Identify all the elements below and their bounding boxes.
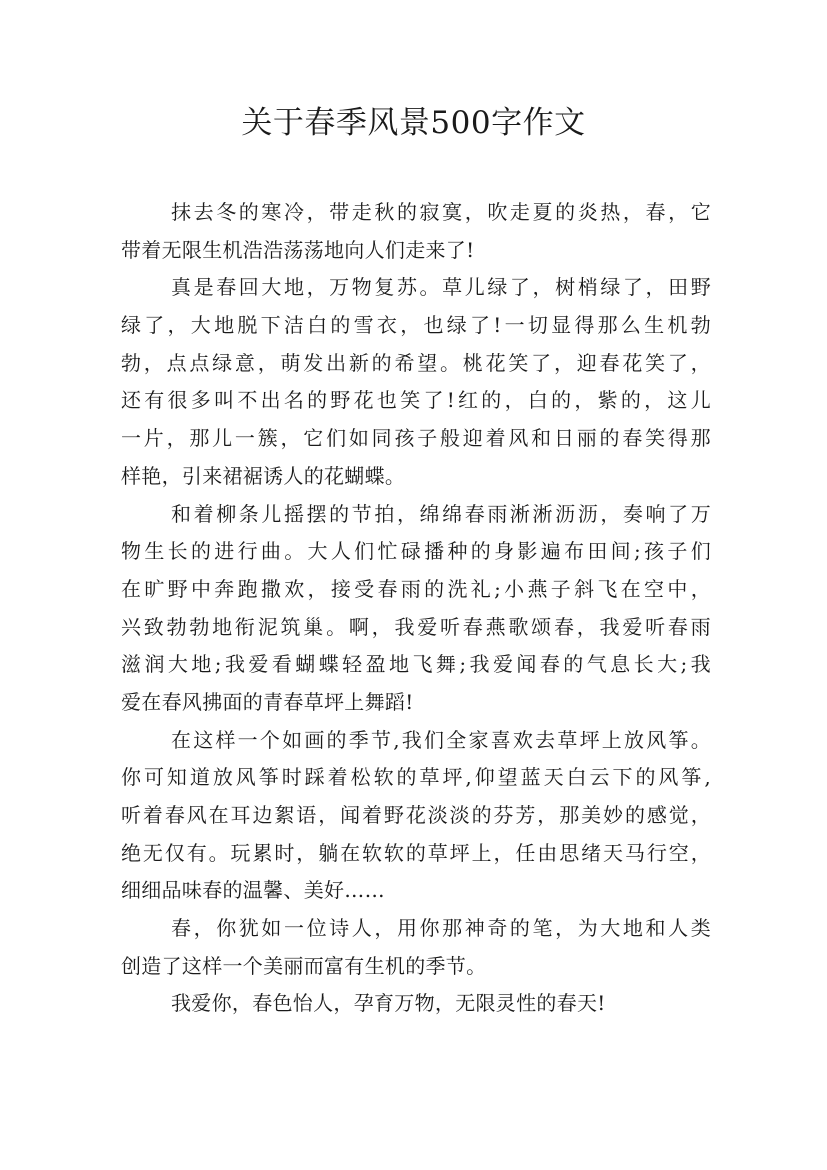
- paragraph: [121, 722, 711, 910]
- text-line: 绝无仅有。玩累时，躺在软软的草坪上，任由思绪天马行空，: [121, 840, 711, 865]
- text-line: 滋润大地;我爱看蝴蝶轻盈地飞舞;我爱闻春的气息长大;我: [121, 652, 711, 677]
- paragraph: [121, 194, 711, 269]
- text-line: 细细品味春的温馨、美好……: [121, 878, 385, 903]
- text-line: 春，你犹如一位诗人，用你那神奇的笔，为大地和人类: [171, 916, 711, 941]
- text-line: 样艳，引来裙裾诱人的花蝴蝶。: [121, 463, 406, 488]
- text-line: 一片，那儿一簇，它们如同孩子般迎着风和日丽的春笑得那: [121, 426, 711, 451]
- document-body: [121, 194, 711, 1023]
- text-line: 我爱你，春色怡人，孕育万物，无限灵性的春天!: [171, 991, 606, 1016]
- paragraph: [121, 910, 711, 985]
- text-line: 真是春回大地，万物复苏。草儿绿了，树梢绿了，田野: [171, 275, 711, 300]
- text-line: 勃，点点绿意，萌发出新的希望。桃花笑了，迎春花笑了，: [121, 350, 711, 375]
- text-line: 在这样一个如画的季节,我们全家喜欢去草坪上放风筝。: [171, 727, 711, 752]
- paragraph: [121, 269, 711, 495]
- paragraph: [121, 496, 711, 722]
- text-line: 绿了，大地脱下洁白的雪衣，也绿了!一切显得那么生机勃: [121, 313, 711, 338]
- text-line: 和着柳条儿摇摆的节拍，绵绵春雨淅淅沥沥，奏响了万: [171, 501, 711, 526]
- document-title: 关于春季风景500字作文: [241, 105, 586, 141]
- text-line: 物生长的进行曲。大人们忙碌播种的身影遍布田间;孩子们: [121, 539, 711, 564]
- text-line: 还有很多叫不出名的野花也笑了!红的，白的，紫的，这儿: [121, 388, 711, 413]
- paragraph: [121, 985, 711, 1023]
- text-line: 带着无限生机浩浩荡荡地向人们走来了!: [121, 237, 475, 262]
- text-line: 你可知道放风筝时踩着松软的草坪,仰望蓝天白云下的风筝,: [121, 765, 711, 790]
- text-line: 在旷野中奔跑撒欢，接受春雨的洗礼;小燕子斜飞在空中，: [121, 576, 711, 601]
- text-line: 爱在春风拂面的青春草坪上舞蹈!: [121, 689, 414, 714]
- text-line: 创造了这样一个美丽而富有生机的季节。: [121, 953, 487, 978]
- text-line: 听着春风在耳边絮语，闻着野花淡淡的芬芳，那美妙的感觉，: [121, 803, 711, 827]
- text-line: 抹去冬的寒冷，带走秋的寂寞，吹走夏的炎热，春，它: [171, 200, 711, 224]
- text-line: 兴致勃勃地衔泥筑巢。啊，我爱听春燕歌颂春，我爱听春雨: [121, 614, 711, 639]
